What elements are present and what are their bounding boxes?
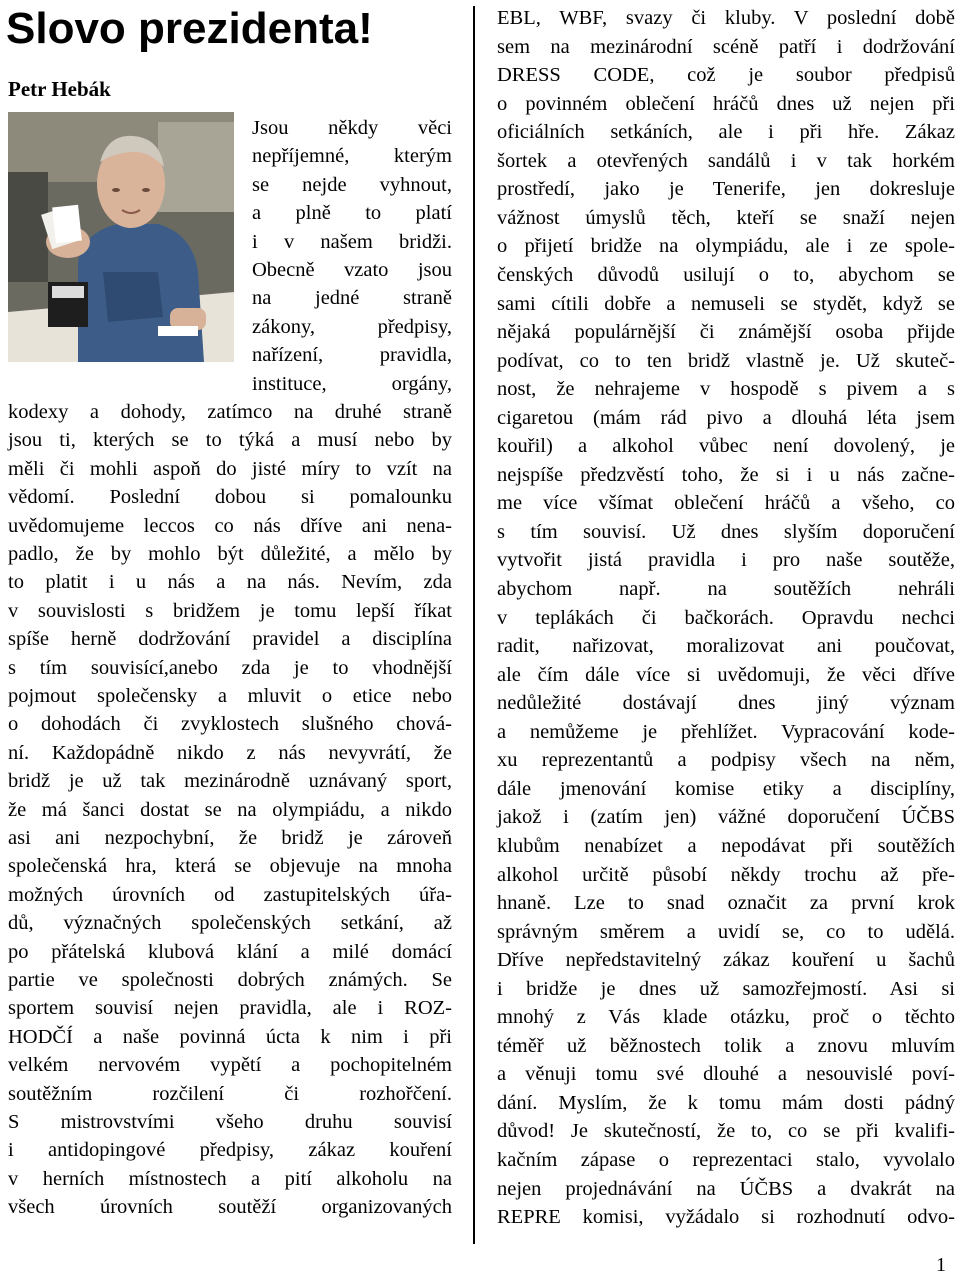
text-line: partie ve společnosti dobrých známých. Se <box>8 969 452 991</box>
text-line: nepříjemné, kterým <box>252 145 452 168</box>
text-line: dále jmenování komise etiky a disciplíny, <box>497 777 955 800</box>
text-line: že má šanci dostat se na olympiádu, a nikdo <box>8 798 452 821</box>
text-line: Jsou někdy věci <box>252 117 452 139</box>
text-line: všech úrovních soutěží organizovaných <box>8 1196 452 1219</box>
text-line: téměř už běžnostech tolik a znovu mluvím <box>497 1034 955 1057</box>
text-line: mnohý z Vás klade otázku, proč o těchto <box>497 1006 955 1029</box>
text-line: DRESS CODE, což je soubor předpisů <box>497 64 955 87</box>
text-line: S mistrovstvími všeho druhu souvisí <box>8 1111 452 1133</box>
text-line: HODČÍ a naše povinná úcta k nim i při <box>8 1025 452 1048</box>
text-line: vytvořit jistá pravidla i pro naše soutěže, <box>497 549 955 572</box>
text-line: klubům nenabízet a nepodávat při soutěžích <box>497 834 955 857</box>
text-line: s tím souvisící,anebo zda je to vhodnější <box>8 656 452 679</box>
text-line: uvědomujeme leccos co nás dříve ani nena- <box>8 514 452 537</box>
text-line: po přátelská klubová klání a milé domácí <box>8 940 452 963</box>
text-line: pojmout společensky a mluvit o etice nebo <box>8 685 452 707</box>
text-line: kodexy a dohody, zatímco na druhé straně <box>8 401 452 423</box>
text-line: možných úrovních od zastupitelských úřa- <box>8 883 452 906</box>
text-line: kouřil) a alkohol vůbec není dovolený, je <box>497 435 955 458</box>
text-line: nejspíše předzvěstí toho, že si i u nás začne- <box>497 463 955 486</box>
text-line: vážnost úmyslů těch, kteří se snaží nejen <box>497 206 955 229</box>
text-line: sem na mezinárodní scéně patří i dodržování <box>497 35 955 58</box>
text-line: nost, že nehrajeme v hospodě s pivem a s <box>497 378 955 401</box>
text-line: nedůležité dostávají dnes jiný význam <box>497 692 955 715</box>
text-line: REPRE komisi, vyžádalo si rozhodnutí odvo- <box>497 1206 955 1229</box>
text-line: a věnuji tomu své dlouhé a nesouvislé poví- <box>497 1063 955 1086</box>
text-line: o povinném oblečení hráčů dnes už nejen při <box>497 92 955 115</box>
text-line: me více všímat oblečení hráčů a všeho, co <box>497 492 955 515</box>
page-title: Slovo prezidenta! <box>6 4 373 53</box>
text-line: jsou ti, kterých se to týká a musí nebo by <box>8 429 452 452</box>
text-line: podívat, co to ten bridž vlastně je. Už skuteč- <box>497 349 955 372</box>
text-line: v souvislosti s bridžem je tomu lepší říkat <box>8 599 452 622</box>
text-line: sportem souvisí nejen pravidla, ale i ROZ- <box>8 997 452 1020</box>
text-line: spíše herně dodržování pravidel a disciplína <box>8 628 452 651</box>
text-line: nejen projednávání na ÚČBS a dvakrát na <box>497 1177 955 1200</box>
text-line: na jedné straně <box>252 287 452 310</box>
text-line: to platit i u nás a na nás. Nevím, zda <box>8 571 452 594</box>
text-line: správným směrem a uvidí se, co to udělá. <box>497 920 955 943</box>
text-line: jakož i (zatím jen) vážné doporučení ÚČBS <box>497 806 955 829</box>
text-line: padlo, že by mohlo být důležité, a mělo by <box>8 543 452 565</box>
text-line: měli či mohli aspoň do jisté míry to vzít na <box>8 457 452 480</box>
text-line: i bridže je dnes už samozřejmostí. Asi si <box>497 977 955 1000</box>
text-line: oficiálních setkáních, ale i při hře. Zákaz <box>497 121 955 144</box>
text-line: o dohodách či zvyklostech slušného chová- <box>8 713 452 736</box>
text-line: nařízení, pravidla, <box>252 344 452 367</box>
text-line: prostředí, jako je Tenerife, jen dokresluje <box>497 178 955 201</box>
text-line: i v našem bridži. <box>252 230 452 253</box>
text-line: alkohol určitě působí někdy trochu až pře- <box>497 863 955 886</box>
text-line: ale čím dále více si uvědomuji, že věci dříve <box>497 663 955 686</box>
text-line: ní. Každopádně nikdo z nás nevyvrátí, že <box>8 741 452 764</box>
text-line: čenských důvodů usilují o to, abychom se <box>497 263 955 286</box>
text-line: v teplákách či bačkorách. Opravdu nechci <box>497 606 955 629</box>
text-line: s tím souvisí. Už dnes slyším doporučení <box>497 520 955 543</box>
text-line: dů, význačných společenských setkání, až <box>8 912 452 935</box>
text-line: radit, nařizovat, moralizovat ani poučovat, <box>497 635 955 658</box>
text-line: šortek a otevřených sandálů i v tak horkém <box>497 149 955 172</box>
text-line: společenská hra, která se objevuje na mnoha <box>8 855 452 878</box>
text-line: o přijetí bridže na olympiádu, ale i ze spole- <box>497 235 955 258</box>
text-line: asi ani nezpochybní, že bridž je zároveň <box>8 827 452 849</box>
text-line: Obecně vzato jsou <box>252 259 452 281</box>
text-line: zákony, předpisy, <box>252 315 452 338</box>
text-line: abychom např. na soutěžích nehráli <box>497 578 955 600</box>
text-line: dání. Myslím, že k tomu mám dosti pádný <box>497 1091 955 1114</box>
column-divider <box>473 6 475 1244</box>
text-line: soutěžním rozčilení či rozhořčení. <box>8 1082 452 1105</box>
page-number: 1 <box>936 1254 946 1276</box>
text-line: důvod! Je skutečností, že to, co se při kvalifi- <box>497 1120 955 1143</box>
text-line: bridž je už tak mezinárodně uznávaný sport, <box>8 770 452 793</box>
text-line: i antidopingové předpisy, zákaz kouření <box>8 1139 452 1162</box>
text-line: xu reprezentantů a podpisy všech na něm, <box>497 749 955 772</box>
text-line: velkém nervovém vypětí a pochopitelném <box>8 1054 452 1077</box>
text-line: a plně to platí <box>252 202 452 225</box>
text-line: a nemůžeme je přehlížet. Vypracování kode- <box>497 720 955 743</box>
text-line: v herních místnostech a pití alkoholu na <box>8 1167 452 1190</box>
text-line: se nejde vyhnout, <box>252 173 452 196</box>
text-line: EBL, WBF, svazy či kluby. V poslední době <box>497 7 955 29</box>
text-line: hnaně. Lze to snad označit za první krok <box>497 892 955 915</box>
text-line: instituce, orgány, <box>252 372 452 395</box>
text-line: vědomí. Poslední dobou si pomalounku <box>8 486 452 509</box>
text-line: nějaká populárnější či známější osoba přijde <box>497 321 955 344</box>
text-line: Dříve nepředstavitelný zákaz kouření u šachů <box>497 949 955 972</box>
author-photo <box>8 112 234 362</box>
text-line: kačním zápase o reprezentaci stalo, vyvolalo <box>497 1149 955 1171</box>
text-line: cigaretou (mám rád pivo a dlouhá léta jsem <box>497 406 955 429</box>
text-line: sami cítili dobře a nemuseli se stydět, když se <box>497 292 955 315</box>
author-name: Petr Hebák <box>8 77 111 101</box>
